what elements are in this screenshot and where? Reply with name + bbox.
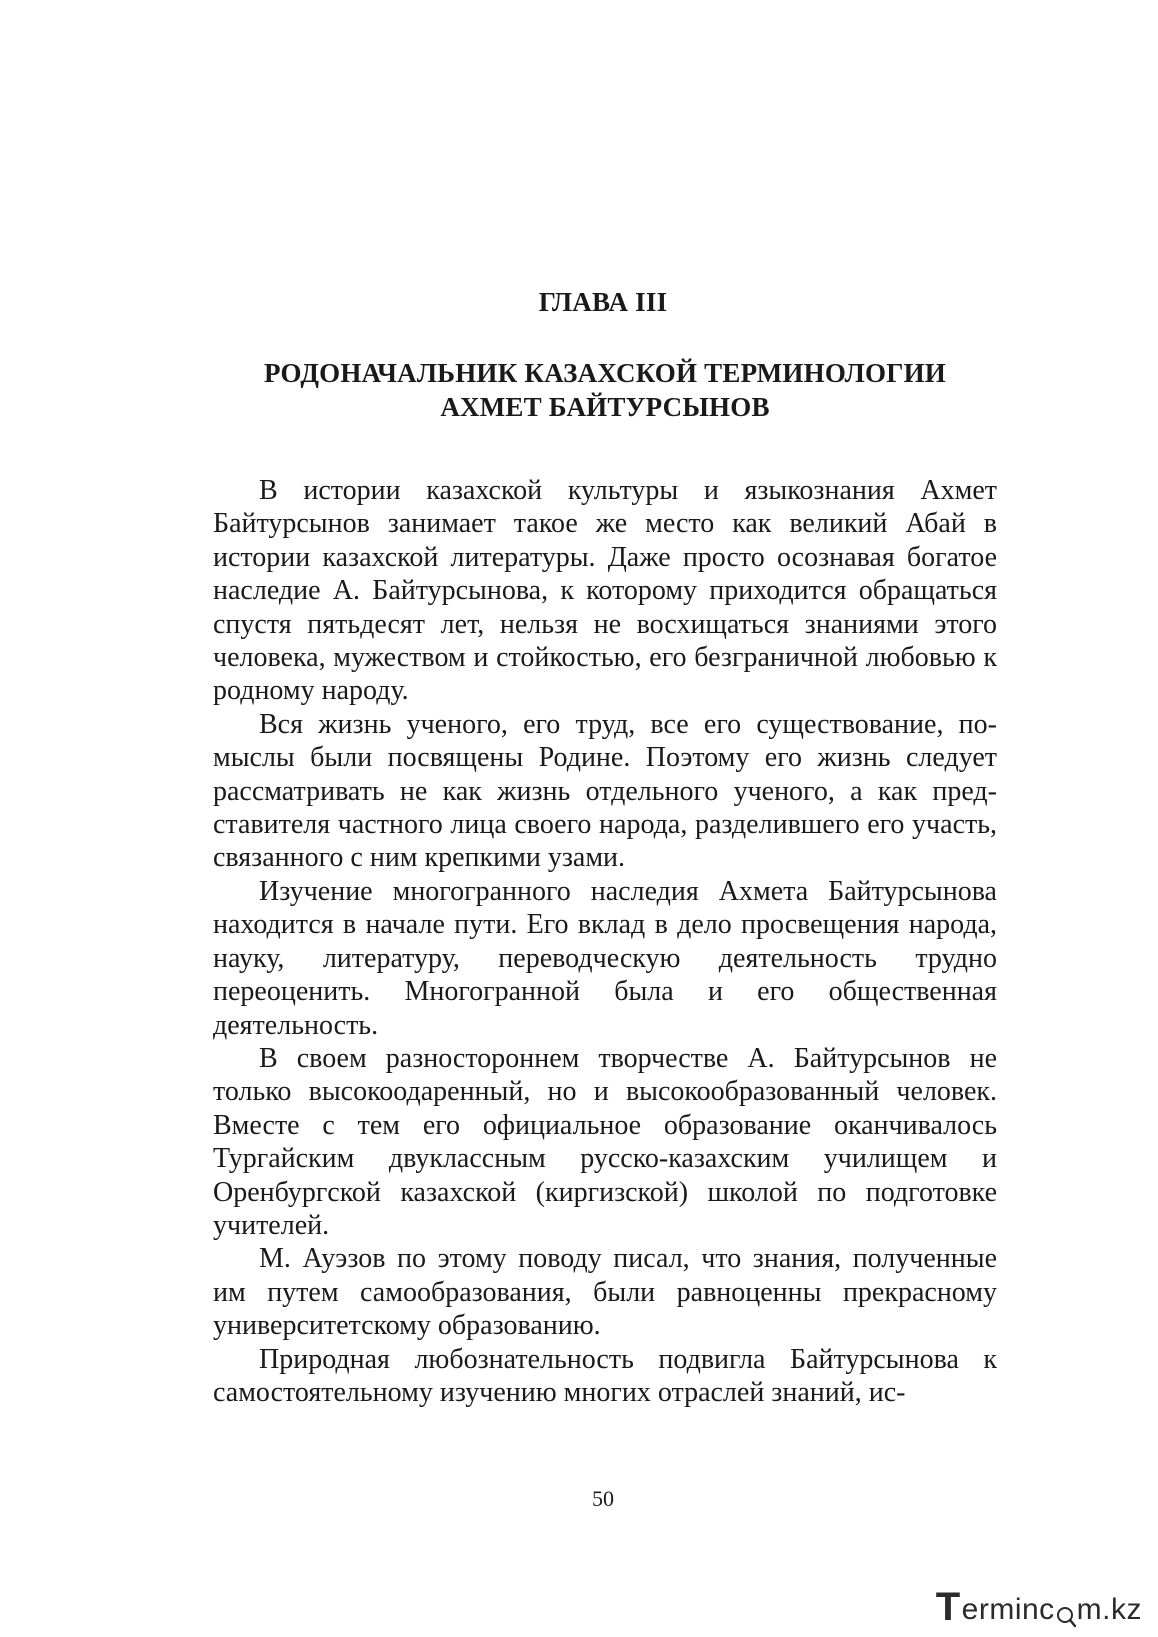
watermark-text-part1: erminc bbox=[961, 1593, 1055, 1626]
paragraph: М. Ауэзов по этому поводу писал, что знания, полученные им путем самообразования, были равноценны прекрасному университетскому образованию. bbox=[213, 1243, 997, 1342]
body-text bbox=[213, 474, 997, 1409]
magnifier-icon bbox=[1056, 1602, 1076, 1624]
chapter-title bbox=[213, 356, 997, 424]
paragraph: В истории казахской культуры и языкознания Ахмет Байтурсынов занимает такое же место как великий Абай в истории казахской литературы. Даже просто осознавая богатое наследие А. Байтурсынова, к которому приходится обращаться спустя пятьдесят лет, нельзя не восхищаться знаниями этого человека, мужеством и стойкостью, его безграничной любовью к родному народу. bbox=[213, 475, 997, 707]
chapter-label: ГЛАВА III bbox=[538, 287, 668, 317]
paragraph: Изучение многогранного наследия Ахмета Байтурсынова находится в начале пути. Его вклад в дело просвещения народа, науку, литературу, переводческую деятельность трудно переоценить. Многогранной была и его общественная деятельность. bbox=[213, 875, 997, 1041]
paragraph: Природная любознательность подвигла Байтурсынова к самостоятельному изучению многих отраслей знаний, ис- bbox=[213, 1343, 997, 1408]
watermark-text-part2: m.kz bbox=[1076, 1593, 1142, 1626]
paragraph: В своем разностороннем творчестве А. Байтурсынов не только высокоодаренный, но и высокообразованный человек. Вместе с тем его официальное образование оканчивалось Тургайским двуклассным русско-казахским училищем и Оренбургской казахской (киргизской) школой по подготовке учителей. bbox=[213, 1042, 997, 1241]
chapter-title-line-1: РОДОНАЧАЛЬНИК КАЗАХСКОЙ ТЕРМИНОЛОГИИ bbox=[263, 358, 946, 388]
termincom-watermark bbox=[936, 1587, 1142, 1627]
paragraph: Вся жизнь ученого, его труд, все его существование, помыслы были посвящены Родине. Поэтому его жизнь следует рассматривать не как жизнь отдельного ученого, а как представителя частного лица своего народа, разделившего его участь, связанного с ним крепкими узами. bbox=[213, 708, 997, 874]
watermark-first-letter: T bbox=[935, 1585, 961, 1629]
page-number: 50 bbox=[592, 1486, 614, 1511]
chapter-title-line-2: АХМЕТ БАЙТУРСЫНОВ bbox=[440, 392, 770, 422]
